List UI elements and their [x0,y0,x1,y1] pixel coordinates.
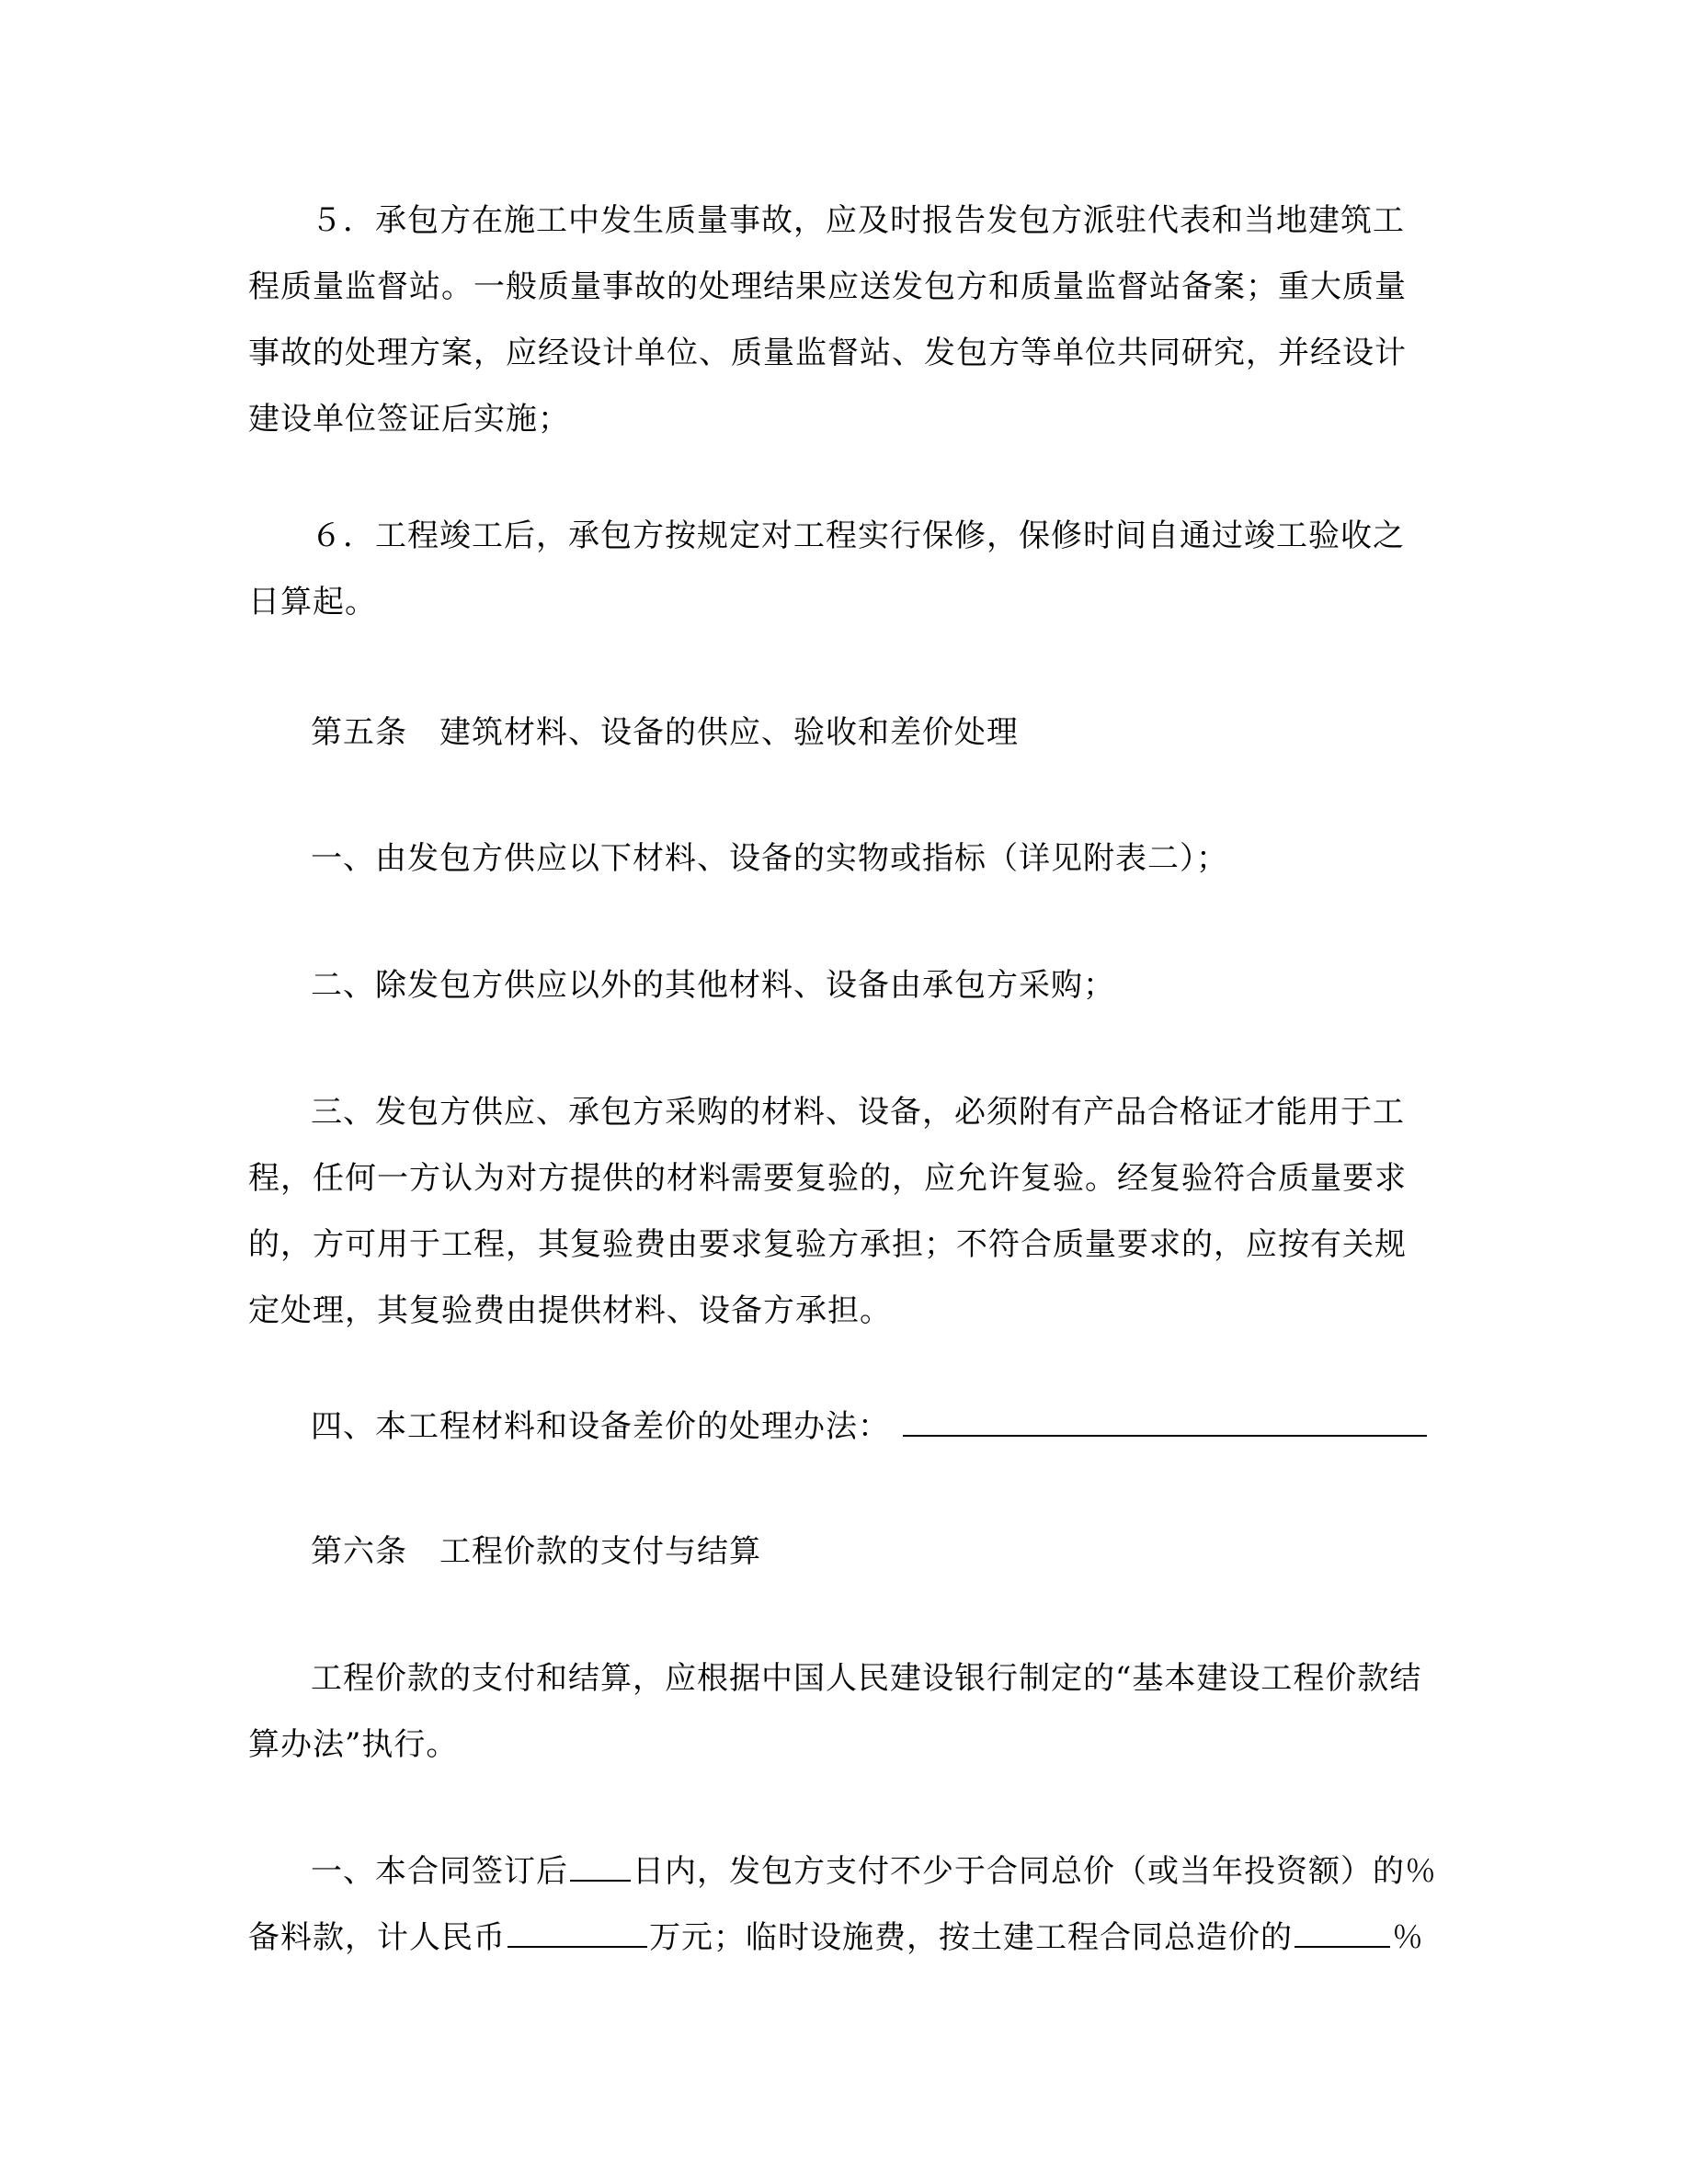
text-line: 建设单位签证后实施； [248,401,570,438]
text-line: 程质量监督站。一般质量事故的处理结果应送发包方和质量监督站备案；重大质量 [248,268,1407,305]
days-blank[interactable] [570,1843,631,1882]
text-line: 的，方可用于工程，其复验费由要求复验方承担；不符合质量要求的，应按有关规 [248,1226,1407,1263]
payment-text: 日内，发包方支付不少于合同总价（或当年投资额）的％ [633,1853,1437,1890]
article-5-item-2 [248,952,1431,1018]
item-4-text: 四、本工程材料和设备差价的处理办法： [311,1408,890,1445]
text-line: 事故的处理方案，应经设计单位、质量监督站、发包方等单位共同研究，并经设计 [248,335,1407,371]
payment-text: 万元；临时设施费，按土建工程合同总造价的 [649,1919,1293,1956]
payment-text: 备料款，计人民币 [248,1919,506,1956]
text-line: ５．承包方在施工中发生质量事故，应及时报告发包方派驻代表和当地建筑工 [311,202,1405,239]
payment-text: ％ [1392,1919,1424,1956]
text-line: 算办法”执行。 [248,1726,459,1763]
text-line: 一、由发包方供应以下材料、设备的实物或指标（详见附表二）； [311,840,1228,877]
heading-text: 第六条 工程价款的支付与结算 [311,1533,761,1570]
text-line [248,1393,1431,1460]
paragraph-item-5 [248,188,1431,452]
text-line: 程，任何一方认为对方提供的材料需要复验的，应允许复验。经复验符合质量要求 [248,1160,1407,1197]
text-line: 定处理，其复验费由提供材料、设备方承担。 [248,1292,892,1329]
amount-blank[interactable] [508,1909,647,1948]
text-line: 工程价款的支付和结算，应根据中国人民建设银行制定的“基本建设工程价款结 [311,1660,1422,1697]
article-5-item-4 [248,1393,1431,1460]
percent-blank[interactable] [1295,1909,1390,1948]
text-line [248,1905,1431,1971]
fill-in-blank[interactable] [903,1398,1427,1437]
text-line: 三、发包方供应、承包方采购的材料、设备，必须附有产品合格证才能用于工 [311,1094,1405,1131]
payment-intro [248,1645,1431,1778]
text-line: 日算起。 [248,584,377,620]
heading-text: 第五条 建筑材料、设备的供应、验收和差价处理 [311,714,1019,751]
text-line: ６．工程竣工后，承包方按规定对工程实行保修，保修时间自通过竣工验收之 [311,518,1405,554]
text-line: 二、除发包方供应以外的其他材料、设备由承包方采购； [311,967,1115,1004]
payment-item-1 [248,1838,1437,1971]
article-6-heading [248,1519,1431,1585]
payment-text: 一、本合同签订后 [311,1853,568,1890]
paragraph-item-6 [248,503,1431,635]
article-5-item-3 [248,1079,1431,1344]
article-5-heading [248,700,1431,766]
article-5-item-1 [248,825,1431,892]
text-line [248,1838,1437,1905]
